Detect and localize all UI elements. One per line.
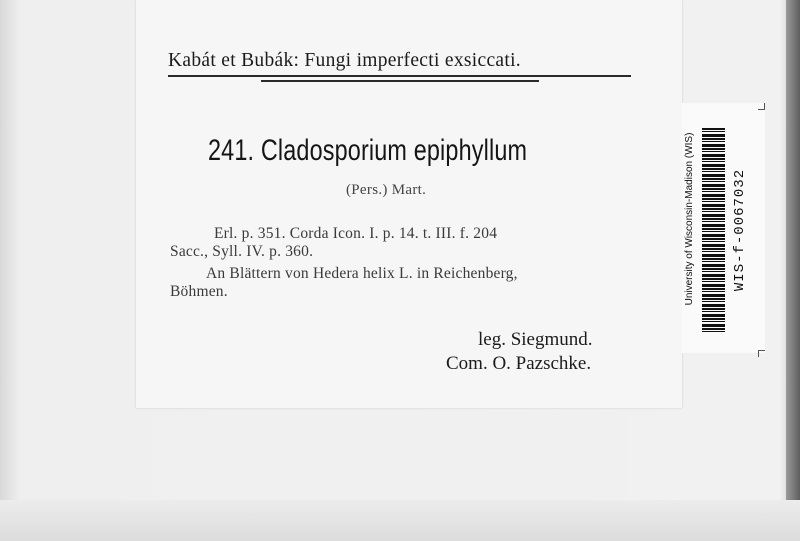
reference-line-2: Sacc., Syll. IV. p. 360. (170, 243, 314, 260)
species-authority: (Pers.) Mart. (346, 182, 427, 198)
institution-text: University of Wisconsin-Madison (WIS) (684, 132, 695, 306)
barcode-number: WIS-f-0067032 (732, 168, 748, 292)
reference-line-1: Erl. p. 351. Corda Icon. I. p. 14. t. III. f. 204 (214, 225, 498, 242)
specimen-label (136, 0, 682, 408)
corner-mark-top (758, 103, 765, 110)
corner-mark-bottom (758, 350, 765, 357)
sheet-bottom-edge (0, 500, 800, 541)
locality-line-2: Böhmen. (170, 283, 228, 300)
locality-line-1: An Blättern von Hedera helix L. in Reichenberg, (206, 265, 518, 282)
communicator-line: Com. O. Pazschke. (446, 353, 592, 374)
barcode-icon (702, 128, 725, 333)
header-rule-thin (261, 80, 539, 82)
header-rule-thick (168, 75, 631, 77)
collector-line: leg. Siegmund. (478, 329, 593, 350)
barcode-card (682, 103, 765, 353)
sheet-right-edge (786, 0, 800, 541)
species-title: 241. Cladosporium epiphyllum (208, 134, 528, 167)
series-header: Kabát et Bubák: Fungi imperfecti exsiccati. (168, 50, 521, 71)
